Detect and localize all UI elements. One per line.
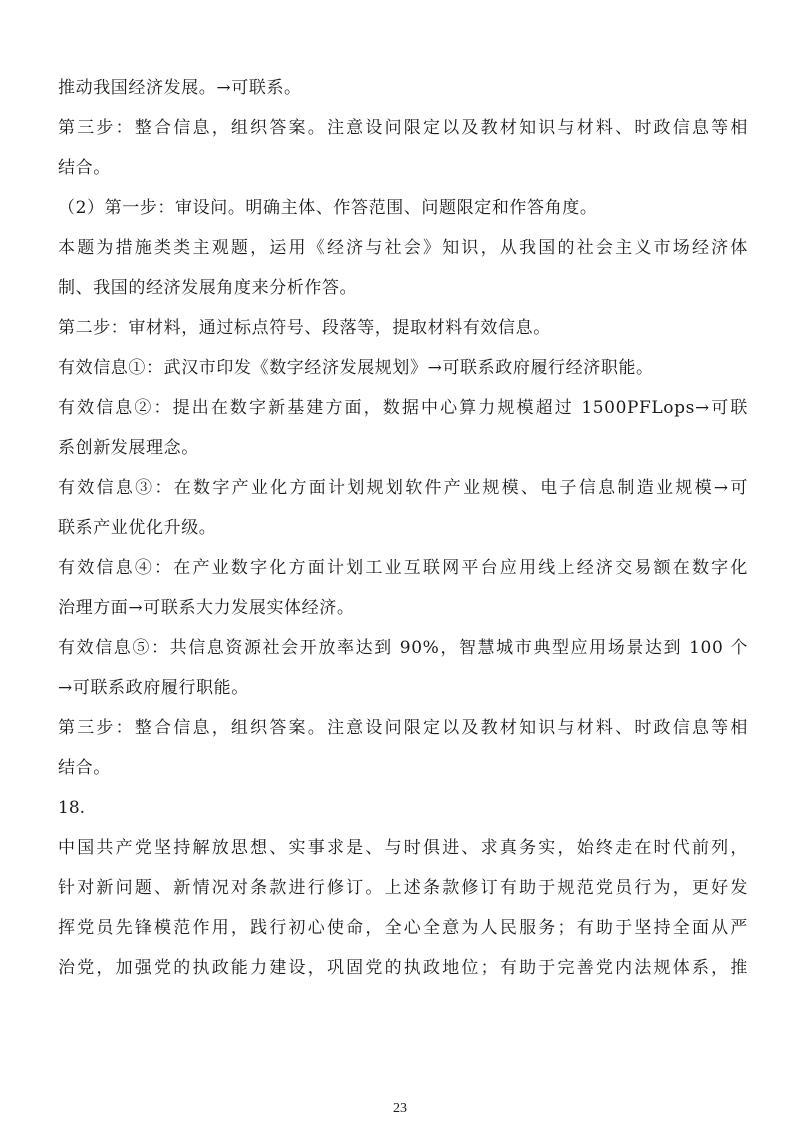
text-line: 治理方面→可联系大力发展实体经济。 <box>58 598 355 618</box>
text-line: 第三步：整合信息，组织答案。注意设问限定以及教材知识与材料、时政信息等相 <box>58 118 748 138</box>
text-line: 本题为措施类类主观题，运用《经济与社会》知识，从我国的社会主义市场经济体 <box>58 238 748 258</box>
document-body <box>58 68 748 988</box>
text-line: 挥党员先锋模范作用，践行初心使命，全心全意为人民服务；有助于坚持全面从严 <box>58 918 748 938</box>
text-line: 第二步：审材料，通过标点符号、段落等，提取材料有效信息。 <box>58 318 551 338</box>
text-line: 推动我国经济发展。→可联系。 <box>58 78 302 98</box>
text-line: 联系产业优化升级。 <box>58 518 217 538</box>
text-line: 结合。 <box>58 158 111 178</box>
question-number: 18. <box>58 798 86 818</box>
text-line: 中国共产党坚持解放思想、实事求是、与时俱进、求真务实，始终走在时代前列， <box>58 838 748 858</box>
text-line: 治党，加强党的执政能力建设，巩固党的执政地位；有助于完善党内法规体系，推 <box>58 958 748 978</box>
text-line: 有效信息③：在数字产业化方面计划规划软件产业规模、电子信息制造业规模→可 <box>58 478 748 498</box>
text-line: 第三步：整合信息，组织答案。注意设问限定以及教材知识与材料、时政信息等相 <box>58 718 748 738</box>
text-line: 系创新发展理念。 <box>58 438 199 458</box>
text-line: →可联系政府履行职能。 <box>58 678 249 698</box>
text-line: 有效信息④：在产业数字化方面计划工业互联网平台应用线上经济交易额在数字化 <box>58 558 748 578</box>
text-line: 有效信息②：提出在数字新基建方面，数据中心算力规模超过 1500PFLops→可联 <box>58 398 748 418</box>
text-line: 制、我国的经济发展角度来分析作答。 <box>58 278 358 298</box>
text-line: 有效信息⑤：共信息资源社会开放率达到 90%，智慧城市典型应用场景达到 100 个 <box>58 638 748 658</box>
text-line: 有效信息①：武汉市印发《数字经济发展规划》→可联系政府履行经济职能。 <box>58 358 654 378</box>
text-line: 针对新问题、新情况对条款进行修订。上述条款修订有助于规范党员行为，更好发 <box>58 878 748 898</box>
text-line: （2）第一步：审设问。明确主体、作答范围、问题限定和作答角度。 <box>58 198 598 218</box>
page-number: 23 <box>393 1101 407 1116</box>
text-line: 结合。 <box>58 758 111 778</box>
